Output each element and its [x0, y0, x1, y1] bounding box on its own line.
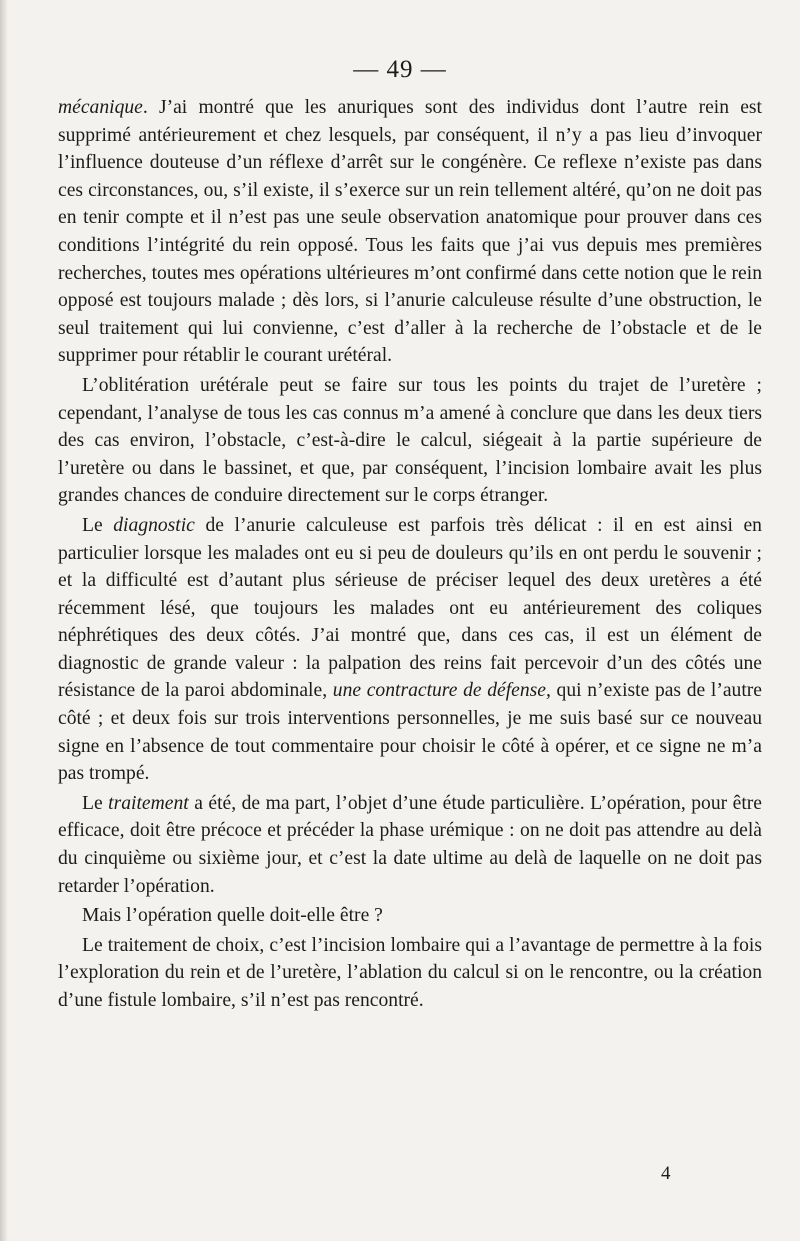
paragraph [58, 512, 762, 788]
paragraph [58, 372, 762, 510]
text-run: Le [82, 514, 114, 536]
italic-text: mécanique [58, 97, 143, 118]
paragraph [58, 902, 762, 930]
page-number: — 49 — [353, 56, 447, 83]
body-text [58, 94, 762, 1015]
italic-text: diagnostic [113, 514, 195, 536]
signature-mark: 4 [661, 1163, 671, 1184]
paragraph [58, 790, 762, 900]
text-run: qui n’existe pas de l’autre côté ; et deux fois sur trois interventions personnelles, je me suis basé sur ce nouveau signe en l’absence de tout commentaire pour choisir le côté à opérer, et ce signe ne m’a pas trompé. [58, 680, 763, 785]
text-run: a été, de ma part, l’objet d’une étude particulière. L’opération, pour être efficace, doit être précoce et précéder la phase urémique : on ne doit pas attendre au delà du cinquième ou sixième jour, et c’est la date ultime au delà de laquelle on ne doit pas retarder l’opération. [58, 792, 762, 897]
text-run: . J’ai montré que les anuriques sont des individus dont l’autre rein est supprimé antérieurement et chez lesquels, par conséquent, il n’y a pas lieu d’invoquer l’influence douteuse d’un réflexe d’arrêt sur le congénère. Ce reflexe n’existe pas dans ces circonstances, ou, s’il existe, il s’exerce sur un rein tellement altéré, qu’on ne doit pas en tenir compte et il n’est pas une seule observation anatomique pour prouver dans ces conditions l’intégrité du rein opposé. Tous les faits que j’ai vus depuis mes premières recherches, toutes mes opérations ultérieures m’ont confirmé dans cette notion que le rein opposé est toujours malade ; dès lors, si l’anurie calculeuse résulte d’une obstruction, le seul traitement qui lui convienne, c’est d’aller à la recherche de l’obstacle et de le supprimer pour rétablir le courant urétéral. [58, 97, 762, 367]
paragraph [58, 94, 762, 370]
text-run: Le [82, 792, 109, 814]
text-run: Le traitement de choix, c’est l’incision lombaire qui a l’avantage de permettre à la fois l’exploration du rein et de l’uretère, l’ablation du calcul si on le rencontre, ou la création d’une fistule lombaire, s’il n’est pas rencontré. [58, 934, 762, 1011]
italic-text: traitement [108, 792, 189, 814]
text-run: L’oblitération urétérale peut se faire sur tous les points du trajet de l’uretère ; cependant, l’analyse de tous les cas connus m’a amené à conclure que dans les deux tiers des cas environ, l’obstacle, c’est-à-dire le calcul, siégeait à la partie supérieure de l’uretère ou dans le bassinet, et que, par conséquent, l’incision lombaire avait les plus grandes chances de conduire directement sur le corps étranger. [58, 374, 762, 507]
paragraph [58, 932, 762, 1015]
page-spine-shadow [0, 0, 8, 1241]
text-run: Mais l’opération quelle doit-elle être ? [82, 905, 383, 927]
text-run: de l’anurie calculeuse est parfois très délicat : il en est ainsi en particulier lorsque les malades ont eu si peu de douleurs qu’ils en ont perdu le souvenir ; et la difficulté est d’autant plus sérieuse de préciser lequel des deux uretères a été récemment lésé, que toujours les malades ont eu antérieurement des coliques néphrétiques des deux côtés. J’ai montré que, dans ces cas, il est un élément de diagnostic de grande valeur : la palpation des reins fait percevoir d’un des côtés une résistance de la paroi abdominale, [58, 514, 762, 702]
italic-text: une contracture de défense, [332, 680, 551, 702]
